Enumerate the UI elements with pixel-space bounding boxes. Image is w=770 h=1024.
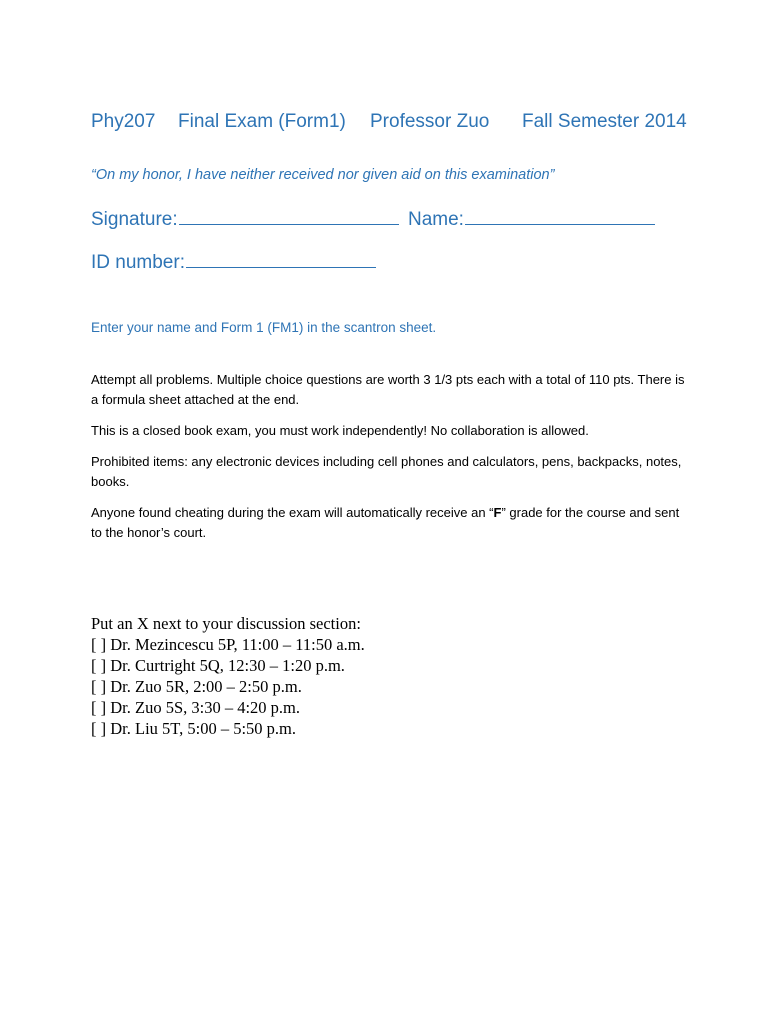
semester: Fall Semester 2014 <box>522 111 687 132</box>
name-line[interactable] <box>465 205 655 225</box>
instructions-paragraph-1: Attempt all problems. Multiple choice questions are worth 3 1/3 pts each with a total of 110 pts. There is a formula sheet attached at the end. <box>91 372 685 407</box>
signature-label: Signature: <box>91 209 178 230</box>
discussion-section <box>91 613 365 739</box>
discussion-option[interactable]: [ ] Dr. Mezincescu 5P, 11:00 – 11:50 a.m. <box>91 635 365 654</box>
scantron-note: Enter your name and Form 1 (FM1) in the scantron sheet. <box>91 320 437 335</box>
discussion-title: Put an X next to your discussion section: <box>91 614 361 633</box>
id-number-label: ID number: <box>91 252 185 273</box>
cheating-text-end: ” grade for the course and sent to the honor’s court. <box>91 505 680 540</box>
course-code: Phy207 <box>91 111 156 132</box>
discussion-option[interactable]: [ ] Dr. Curtright 5Q, 12:30 – 1:20 p.m. <box>91 656 345 675</box>
name-label: Name: <box>408 209 464 230</box>
discussion-option[interactable]: [ ] Dr. Zuo 5S, 3:30 – 4:20 p.m. <box>91 698 300 717</box>
professor-name: Professor Zuo <box>370 111 490 132</box>
id-number-field[interactable] <box>91 248 376 274</box>
name-field[interactable] <box>408 205 655 231</box>
signature-field[interactable] <box>91 205 399 231</box>
failing-grade: F <box>493 505 502 520</box>
signature-line[interactable] <box>179 205 399 225</box>
instructions-paragraph-2: This is a closed book exam, you must work independently! No collaboration is allowed. <box>91 423 589 438</box>
id-number-line[interactable] <box>186 248 376 268</box>
instructions-paragraph-4 <box>91 503 691 543</box>
exam-title: Final Exam (Form1) <box>178 111 346 132</box>
honor-pledge: “On my honor, I have neither received nor given aid on this examination” <box>91 167 555 183</box>
discussion-option[interactable]: [ ] Dr. Zuo 5R, 2:00 – 2:50 p.m. <box>91 677 302 696</box>
discussion-option[interactable]: [ ] Dr. Liu 5T, 5:00 – 5:50 p.m. <box>91 719 297 738</box>
instructions-paragraph-3: Prohibited items: any electronic devices including cell phones and calculators, pens, backpacks, notes, books. <box>91 454 682 489</box>
cheating-text-start: Anyone found cheating during the exam will automatically receive an “ <box>91 505 494 520</box>
